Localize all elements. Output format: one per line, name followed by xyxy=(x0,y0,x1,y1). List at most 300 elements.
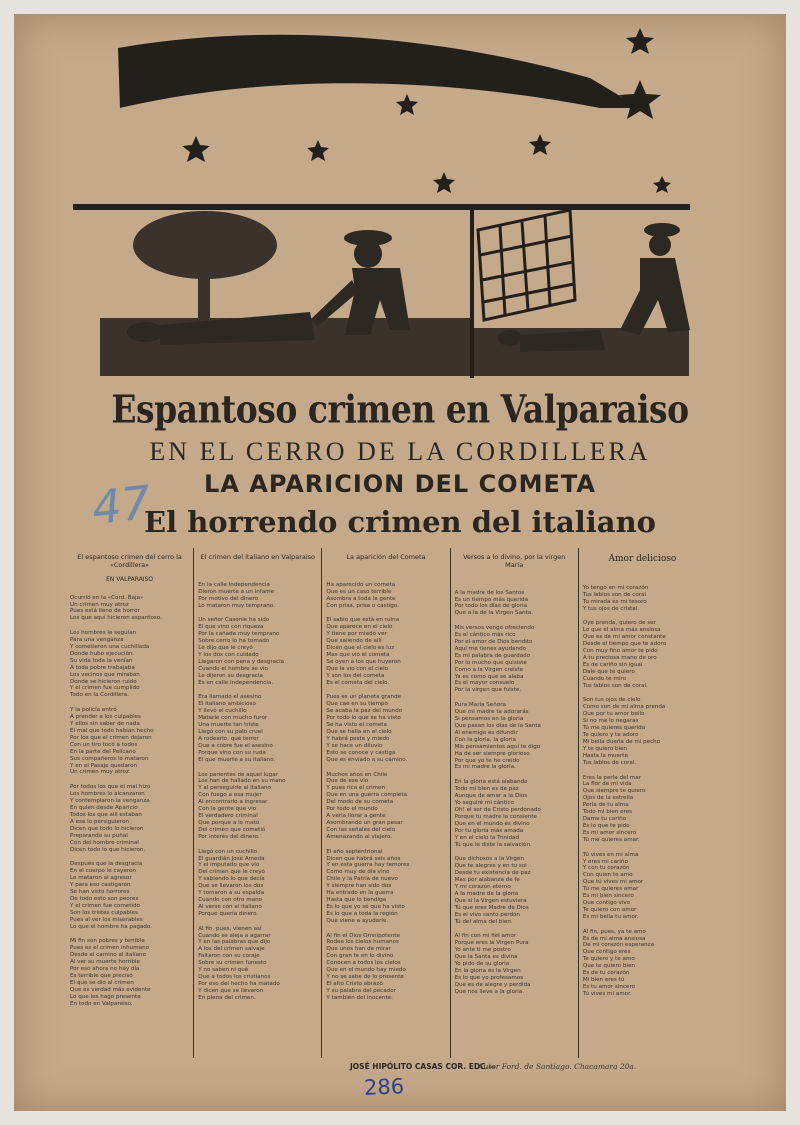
verse-line: Que unos han de mirar xyxy=(326,946,391,953)
stanza xyxy=(326,849,445,925)
verse-line: Preparando su puñal xyxy=(70,832,128,839)
verse-line: Le dijeron su desgracia xyxy=(198,672,263,679)
verse-line: Y en las palabras que dijo xyxy=(198,939,271,946)
verse-line: Se oyen a los que huyeron xyxy=(326,658,401,665)
verse-line: Yo pido de su gloria xyxy=(454,961,510,968)
verse-line: Ha de ser siempre glorioso xyxy=(454,750,530,757)
verse-line: Que aparece en el cielo xyxy=(326,624,393,631)
verse-line: Que a la de la Virgen Santa. xyxy=(454,610,533,617)
verse-line: Y con tu corazón xyxy=(582,865,630,872)
verse-line: Del crimen que le creyó xyxy=(198,869,265,876)
verse-line: Te quiero y te adoro xyxy=(582,732,639,739)
verse-line: Es mi palabra de guardado xyxy=(454,652,531,659)
verse-line: Que la Santa es divina xyxy=(454,954,518,961)
verse-line: Con del hombre criminal xyxy=(70,839,139,846)
verse-line: Es mi bien sincero xyxy=(582,893,634,900)
stanza xyxy=(583,585,702,613)
verse-line: Es mi madre la gloria. xyxy=(454,764,516,771)
verse-line: Y contemplaron la venganza xyxy=(70,798,150,805)
verse-line: Que contigo eres xyxy=(582,949,631,956)
verse-line: Del modo de su cometa xyxy=(326,799,394,806)
verse-line: Pues es el crimen inhumano xyxy=(70,945,150,952)
verse-line: A la madre de los Santos xyxy=(454,589,525,596)
verse-line: A prender a los culpables xyxy=(70,714,141,721)
stanza xyxy=(326,617,445,686)
verse-line: Y siempre han sido dos xyxy=(326,883,392,890)
verse-line: Tú vives mi amor. xyxy=(582,990,632,997)
verse-line: Que siempre te quiero xyxy=(582,788,646,795)
stanza xyxy=(198,694,317,763)
verse-line: Es mi amor sincero xyxy=(582,829,637,836)
verse-line: Llegó con su palo cruel xyxy=(198,729,263,736)
verse-line: Se han visto horrores xyxy=(70,889,130,896)
verse-line: Lo que el hombre ha pagado. xyxy=(70,923,153,930)
stanza xyxy=(455,933,574,995)
verse-line: Dicen que habrá seis años xyxy=(326,855,401,862)
verse-line: Es el cometa del cielo. xyxy=(326,679,390,686)
stanza xyxy=(583,620,702,689)
verse-line: El alto Cristo abrazó xyxy=(326,980,383,987)
verse-line: Esto se conoce y castiga xyxy=(326,749,396,756)
subtitle-cometa: LA APARICION DEL COMETA xyxy=(204,470,596,498)
verse-line: Mas que vio el cometa xyxy=(326,651,390,658)
verse-line: Y no se sabe de lo presente xyxy=(326,974,404,981)
verse-line: A tu preciosa mano de oro xyxy=(582,654,657,661)
stanza xyxy=(455,779,574,848)
verse-line: En todo en Valparaiso. xyxy=(70,1000,133,1007)
verse-line: Es el vivo santo perdón xyxy=(454,911,520,918)
verse-line: En la gloria está alabando xyxy=(454,779,528,786)
stanza xyxy=(455,590,574,618)
verse-line: Se ha visto el cometa xyxy=(326,722,387,729)
verse-line: El que se dio al crimen xyxy=(70,979,134,986)
verse-line: Sobre su crimen funesto xyxy=(198,960,267,967)
subtitle-crimen-italiano: El horrendo crimen del italiano xyxy=(143,505,657,539)
verse-line: Para una venganza xyxy=(70,637,124,644)
verse-line: Que se llevaron los dos xyxy=(198,883,264,890)
verse-line: Que en una guerra completa xyxy=(326,792,407,799)
verse-line: Chile y la Patria de nuevo xyxy=(326,876,398,883)
verse-line: Todo en la Cordillera. xyxy=(70,692,129,699)
stanza xyxy=(70,784,189,853)
verse-line: Con gran fe en lo divino xyxy=(326,953,394,960)
verse-line: Y dicen que se llevaron xyxy=(198,987,264,994)
verse-line: Por interés del dinero. xyxy=(198,833,260,840)
verse-line: Ojos de la estrella xyxy=(582,795,634,802)
column-title: El crimen del italiano en Valparaiso xyxy=(200,553,316,561)
verse-line: Pues es un planeta grande xyxy=(326,694,402,701)
verse-line: Un señor Casonie ha sido xyxy=(198,617,270,624)
verse-line: Se acaba la paz del mundo xyxy=(326,708,403,715)
verse-line: Al fin con mi fiel amor xyxy=(454,933,517,940)
stanza xyxy=(326,582,445,610)
verse-line: De mi corazón esperanza xyxy=(582,942,655,949)
verse-column xyxy=(193,548,321,1058)
stanza xyxy=(70,595,189,623)
stanza xyxy=(70,938,189,1007)
verse-line: Tú me quieres amar. xyxy=(582,836,640,843)
verse-line: Que porque a lo mató xyxy=(198,819,260,826)
stanza xyxy=(326,772,445,841)
verse-line: Mi fin son pobres y terrible xyxy=(70,938,145,945)
stanza xyxy=(583,775,702,844)
verse-line: Cuando se aleja a agarrar xyxy=(198,932,271,939)
verse-line: A verla llorar a gente xyxy=(326,812,386,819)
verse-line: Que a todos los cristianos xyxy=(198,974,271,981)
verse-line: Y pues rica el crimen xyxy=(326,785,386,792)
stanza xyxy=(70,861,189,930)
verse-line: Que tú vives mi amor xyxy=(582,879,644,886)
verse-line: Los hombres lo alcanzaron xyxy=(70,791,145,798)
verse-line: Los parientes de aquel lugar xyxy=(198,771,278,778)
verse-line: Mis pensamientos aquí te digo xyxy=(454,743,541,750)
verse-line: Lo que el alma más ansiosa xyxy=(582,627,661,634)
verse-line: Por motivo del dinero xyxy=(198,595,259,602)
verse-line: Desde tu existencia de paz xyxy=(454,870,531,877)
verse-line: Dicen que el cielo es luz xyxy=(326,645,395,652)
verse-line: Que se halla en el cielo xyxy=(326,729,392,736)
handwritten-imprint: Autor Ford. de Santiago. Chacamara 20a. xyxy=(478,1062,637,1071)
verse-line: Hasta que lo bendiga xyxy=(326,896,387,903)
verse-line: Dame tu cariño xyxy=(582,815,627,822)
assassin-figure xyxy=(310,230,410,335)
verse-line: Tus labios de coral. xyxy=(582,759,637,766)
verse-line: Desde el camino al italiano xyxy=(70,952,146,959)
verse-line: Y se hace un diluvio xyxy=(326,742,383,749)
verse-line: Por todo lo que se ha visto xyxy=(326,715,401,722)
verse-line: Por la virgen que fuiste. xyxy=(454,687,522,694)
verse-line: Al fin, pues, ya te amo xyxy=(582,928,646,935)
verse-line: Eres la perla del mar xyxy=(582,774,641,781)
column-title: Amor delicioso xyxy=(608,554,677,564)
verse-line: Es lo que yo profesamos xyxy=(454,974,524,981)
stanza xyxy=(455,625,574,694)
verse-line: Y en el cielo la Trinidad xyxy=(454,834,520,841)
verse-line: Ocurrió en la «Cord. Baja» xyxy=(70,594,144,601)
verse-line: Tú vives en mi alma xyxy=(582,851,639,858)
verse-line: Es en calle Independencia. xyxy=(198,679,274,686)
verse-line: Que si la Virgen estuviera xyxy=(454,897,527,904)
verse-line: Que es enviado a su camino. xyxy=(326,756,408,763)
stanza xyxy=(583,929,702,998)
woodcut-illustration xyxy=(0,0,800,380)
column-title: Versos a lo divino, por la virgen María xyxy=(463,553,566,569)
verse-line: Por tu gloria más amada xyxy=(454,827,524,834)
verse-line: Y la policía entró xyxy=(70,707,117,714)
verse-line: Es de cariño sin igual xyxy=(582,661,643,668)
verse-line: Donde se hicieron ruido xyxy=(70,678,137,685)
verse-line: Todo mi bien es de paz xyxy=(454,786,519,793)
verse-line: Aunque de amar a la Dios xyxy=(454,793,528,800)
verse-line: Porque vino con su ruda xyxy=(198,749,266,756)
verse-line: Por todos los que el mal hizo xyxy=(70,784,151,791)
verse-line: Hasta la muerte xyxy=(582,752,628,759)
verse-line: Los han de hallado en su mano xyxy=(198,778,286,785)
verse-line: Y en el Pasaje quedaron xyxy=(70,762,138,769)
verse-line: Cuando te miro xyxy=(582,675,627,682)
verse-line: Y al perseguirle al italiano xyxy=(198,785,271,792)
verse-line: Tú del alma del bien. xyxy=(454,918,513,925)
verse-line: Todos los que allí estaban xyxy=(70,811,142,818)
stanza xyxy=(583,697,702,766)
handwritten-number: 47 xyxy=(89,475,154,535)
verse-line: Ha entrado en la guerra xyxy=(326,890,394,897)
verse-line: Es un tiempo más querida xyxy=(454,596,529,603)
verse-line: Es de mi alma ansiosa xyxy=(582,935,646,942)
verse-line: Pura María Señora xyxy=(454,702,506,709)
verse-line: Que viene a ayudarle. xyxy=(326,917,389,924)
stanza xyxy=(326,933,445,1002)
verse-line: Por lo mucho que quisiste xyxy=(454,659,527,666)
verse-column xyxy=(321,548,449,1058)
verse-line: Un crimen muy atroz xyxy=(70,601,129,608)
verse-column xyxy=(450,548,578,1058)
verse-line: Y mi corazón eterno xyxy=(454,884,511,891)
verse-line: Y te quiero bien xyxy=(582,745,627,752)
verse-line: Con muy fino amor te pido xyxy=(582,648,658,655)
verse-line: Y el crimen fue cumplido xyxy=(70,685,140,692)
verse-line: Que mi madre te adorarás xyxy=(454,709,529,716)
verse-line: En plena del crimen. xyxy=(198,994,256,1001)
verse-line: Que en el mundo hay miedo xyxy=(326,967,406,974)
verse-line: Es terrible que precisó xyxy=(70,973,133,979)
verse-line: El que vino con riqueza xyxy=(198,624,264,631)
verse-line: Y tiene por miedo ver xyxy=(326,631,387,638)
verse-line: Asombrando un gran pesar xyxy=(326,819,403,826)
verse-line: A ese lo persiguieron xyxy=(70,818,129,825)
verse-line: Que es un caso terrible xyxy=(326,588,392,595)
verse-line: Donde hubo ejecución. xyxy=(70,650,135,657)
window-grid-icon xyxy=(478,210,575,320)
verse-line: Tú que le diste la salvación. xyxy=(454,841,532,848)
verse-line: Te quiero con amor xyxy=(582,906,637,913)
verse-line: Cuando con otro mano xyxy=(198,896,263,903)
verse-line: Una muerte tan triste xyxy=(198,722,259,729)
column-title: La aparición del Cometa xyxy=(346,553,426,561)
verse-line: Es lo que a toda la región xyxy=(326,910,398,917)
verse-line: Mi bien eres tú xyxy=(582,977,625,984)
verse-line: Por todo los días de gloria xyxy=(454,603,528,610)
verse-line: Al verse con el italiano xyxy=(198,903,262,910)
verse-line: Dicen que todo lo hicieron xyxy=(70,825,144,832)
verse-line: Yo ante ti me postro xyxy=(454,947,511,954)
verse-line: Y habrá peste y miedo xyxy=(326,735,390,742)
verse-line: Y el crimen fue cometido xyxy=(70,902,140,909)
verse-line: Conocen a todos los cielos xyxy=(326,960,401,967)
verse-line: Por todo el mundo xyxy=(326,806,378,813)
fleeing-man-figure xyxy=(620,223,690,335)
verse-line: Son tus ojos de cielo xyxy=(582,697,641,704)
verse-line: El sabio que está en ruina xyxy=(326,617,400,624)
verse-line: Con la gente que vio xyxy=(198,806,257,813)
verse-line: Tus labios son de coral. xyxy=(582,682,648,689)
verse-line: Al encontrarlo a ingresar xyxy=(198,799,268,806)
verse-line: Los vecinos que miraban xyxy=(70,671,140,678)
verse-line: Por que yo te he creído xyxy=(454,757,520,764)
stanza xyxy=(70,707,189,776)
verse-line: Rodea los cielos humanos xyxy=(326,939,399,946)
verse-line: De todo esto son peores xyxy=(70,895,139,902)
verse-line: Y eres mi cariño xyxy=(582,858,628,865)
verse-line: Que es de mi amor constante xyxy=(582,634,666,641)
verse-line: Aquí me tienes ayudando xyxy=(454,645,527,652)
main-title: Espantoso crimen en Valparaiso xyxy=(111,387,689,432)
verse-line: Los que aquí hicieron espantoso. xyxy=(70,615,162,622)
verse-line: Llegaron con pena y desgracia xyxy=(198,658,285,665)
verse-line: Tu mirada es mi tesoro xyxy=(582,598,647,605)
verse-line: Porque tu madre la consiente xyxy=(454,813,537,820)
verse-line: Como muy de día vino xyxy=(326,869,390,876)
verse-line: Y ellos sin saber de nada xyxy=(70,721,140,728)
verse-line: Tus labios son de coral xyxy=(582,591,647,598)
stanza xyxy=(326,694,445,763)
verse-line: Con la gloria, la gloria xyxy=(454,736,516,743)
verse-line: Todo mi bien eres xyxy=(582,809,633,816)
verse-line: Y son los del cometa xyxy=(326,672,385,679)
verse-line: Que de ese vio xyxy=(326,778,369,785)
verse-line: Pues está lleno de horror xyxy=(70,608,140,615)
verse-line: Si pensamos en la gloria xyxy=(454,716,524,723)
verse-line: Amenazando al viajero. xyxy=(326,833,393,840)
verse-line: Porque eres la Virgen Pura xyxy=(454,940,529,947)
verse-line: En el cuerpo le cayeron xyxy=(70,868,136,875)
verse-line: Oh! el ser de Cristo perdonado xyxy=(454,806,541,813)
verse-line: Como a la Virgen creíste xyxy=(454,666,524,673)
verse-line: Con quien te amo xyxy=(582,872,633,879)
verse-column xyxy=(66,548,193,1058)
verse-line: Al fin, pues, vienen así xyxy=(198,925,262,932)
verse-line: Por los que el crimen dejaron xyxy=(70,734,152,741)
verse-line: Faltaron con su coraje xyxy=(198,953,260,960)
verse-line: Con fuego a esa mujer xyxy=(198,792,262,799)
verse-line: Dicen todo lo que hicieron. xyxy=(70,846,146,853)
verse-line: Después que la desgracia xyxy=(70,861,143,868)
verse-line: Y el imputado que vio xyxy=(198,862,260,869)
verse-line: Si no me lo negaras xyxy=(582,718,639,725)
verse-line: Asombra a toda la gente xyxy=(326,595,396,602)
verse-line: Matarle con mucho furor xyxy=(198,715,268,722)
verse-line: Que te quiero bien xyxy=(582,963,635,970)
verse-line: Le mataron al agresor xyxy=(70,875,132,882)
verse-line: En quien desde Aparicio xyxy=(70,805,138,812)
verse-line: Que es de alegre y perdida xyxy=(454,981,531,988)
tree-icon xyxy=(133,211,277,320)
verse-line: Llegó con un cuchillo xyxy=(198,848,258,855)
verse-line: Que a cobre fue el asesino xyxy=(198,742,273,749)
verse-line: Oye prenda, quiero de ser xyxy=(582,620,656,627)
verse-line: Y tomaron a su espalda xyxy=(198,890,265,897)
verse-line: Dale que te quiero xyxy=(582,668,635,675)
page-number: 286 xyxy=(363,1074,405,1100)
verse-line: Por la cañada muy temprano xyxy=(198,631,280,638)
verse-line: Sobre cerro lo ha tomado xyxy=(198,638,270,645)
verse-line: Con un tiro tocó a todos xyxy=(70,741,138,748)
verse-line: Del crimen que cometió xyxy=(198,826,266,833)
verse-line: Es lo que te pido xyxy=(582,822,630,829)
stanza xyxy=(455,856,574,925)
verse-line: Lo mataron muy temprano. xyxy=(198,602,275,609)
stanza xyxy=(198,617,317,686)
verse-line: El guardián José Ameda xyxy=(198,855,265,862)
column-subtitle: EN VALPARAISO xyxy=(106,575,154,583)
verse-line: Pues al ver los miserables xyxy=(70,916,143,923)
verse-line: En la parte del Pelícano xyxy=(70,748,136,755)
stanza xyxy=(583,852,702,921)
verse-line: Que nos lleve a la gloria. xyxy=(454,988,525,995)
verse-column xyxy=(578,548,706,1058)
verse-line: Que es verdad más evidente xyxy=(70,986,151,993)
verse-line: Y para eso castigaron xyxy=(70,882,131,889)
verse-line: El mal que todo habían hecho xyxy=(70,728,154,734)
verse-line: Por el amor de Dios bendito xyxy=(454,639,533,646)
verse-line: El italiano ambicioso xyxy=(198,701,256,708)
stanza xyxy=(198,772,317,841)
verse-line: Su vida toda la venían xyxy=(70,657,133,664)
stanza xyxy=(198,926,317,1002)
verse-line: Y tus ojos de cristal. xyxy=(582,605,640,612)
verse-line: Cuando el hombre se vio xyxy=(198,665,268,672)
verse-line: Es tu amor sincero xyxy=(582,983,636,990)
verse-line: Tú me quieres amar xyxy=(582,886,639,893)
verse-line: El verdadero criminal xyxy=(198,812,258,819)
verse-line: Por eso ahora no hay día xyxy=(70,966,140,973)
verse-line: Es el mayor consuelo xyxy=(454,680,515,687)
verse-line: El año septentrional xyxy=(326,848,383,855)
verse-line: Yo tengo en mi corazón xyxy=(582,584,649,591)
verse-line: Sus compañeros lo mataron xyxy=(70,755,149,762)
stanza xyxy=(455,702,574,771)
verse-line: Que dichosos a la Virgen xyxy=(454,856,524,863)
verse-line: Y en esta guerra hay temores xyxy=(326,862,410,869)
verse-line: Que cae en su tiempo xyxy=(326,701,388,708)
verse-line: Porque quería dinero. xyxy=(198,910,259,917)
verse-line: Los hombres le seguían xyxy=(70,630,137,637)
verse-line: Tú que eres Madre de Dios xyxy=(454,904,529,911)
verse-line: Y no saben ni qué xyxy=(198,967,249,974)
verse-line: Es mi bella tu amor. xyxy=(582,913,639,920)
verse-line: Que saliendo de allí xyxy=(326,638,382,645)
victim-figure xyxy=(127,312,315,345)
verse-line: Es lo que yo sé que ha visto xyxy=(326,903,405,910)
verse-line: En la gloria es la Virgen xyxy=(454,968,521,974)
verse-line: Un crimen muy atroz. xyxy=(70,769,131,776)
verse-line: Le dijo que le creyó xyxy=(198,645,253,652)
stanza xyxy=(70,630,189,699)
verse-line: El que muerte a su italiano. xyxy=(198,756,276,763)
verse-line: Mi bella dueña de mi pecho xyxy=(582,738,661,745)
column-title: El espantoso crimen del cerro la «Cordillera» xyxy=(77,553,182,569)
verse-line: Es el cántico más rico xyxy=(454,632,516,639)
verse-line: A toda pobre trabajaba xyxy=(70,664,135,671)
verse-line: Mas por alabanza de fe xyxy=(454,877,520,884)
verse-line: Y los dos con cuidado xyxy=(198,651,259,658)
comet-icon xyxy=(118,35,640,108)
verse-line: Te quiero y te amo xyxy=(582,956,635,963)
subtitle-cerro: EN EL CERRO DE LA CORDILLERA xyxy=(149,437,651,466)
verse-line: Son los tristes culpables xyxy=(70,909,138,916)
verse-line: A la madre de la gloria xyxy=(454,890,519,897)
verse-line: Que te alegres y en tu sol xyxy=(454,863,527,870)
verse-columns xyxy=(66,548,706,1058)
verse-line: Que la vio con el cielo xyxy=(326,665,389,672)
verse-line: A rodearlo, qué terror xyxy=(198,735,259,742)
verse-line: Y sabiendo lo que decía xyxy=(198,876,265,883)
verse-line: Ha aparecido un cometa xyxy=(326,581,396,588)
verse-line: Y cometieron una cuchillada xyxy=(70,644,150,651)
stanza xyxy=(198,582,317,610)
verse-line: Por eso del hecho ha matado xyxy=(198,980,280,987)
verse-line: La flor de mi vida xyxy=(582,781,632,788)
